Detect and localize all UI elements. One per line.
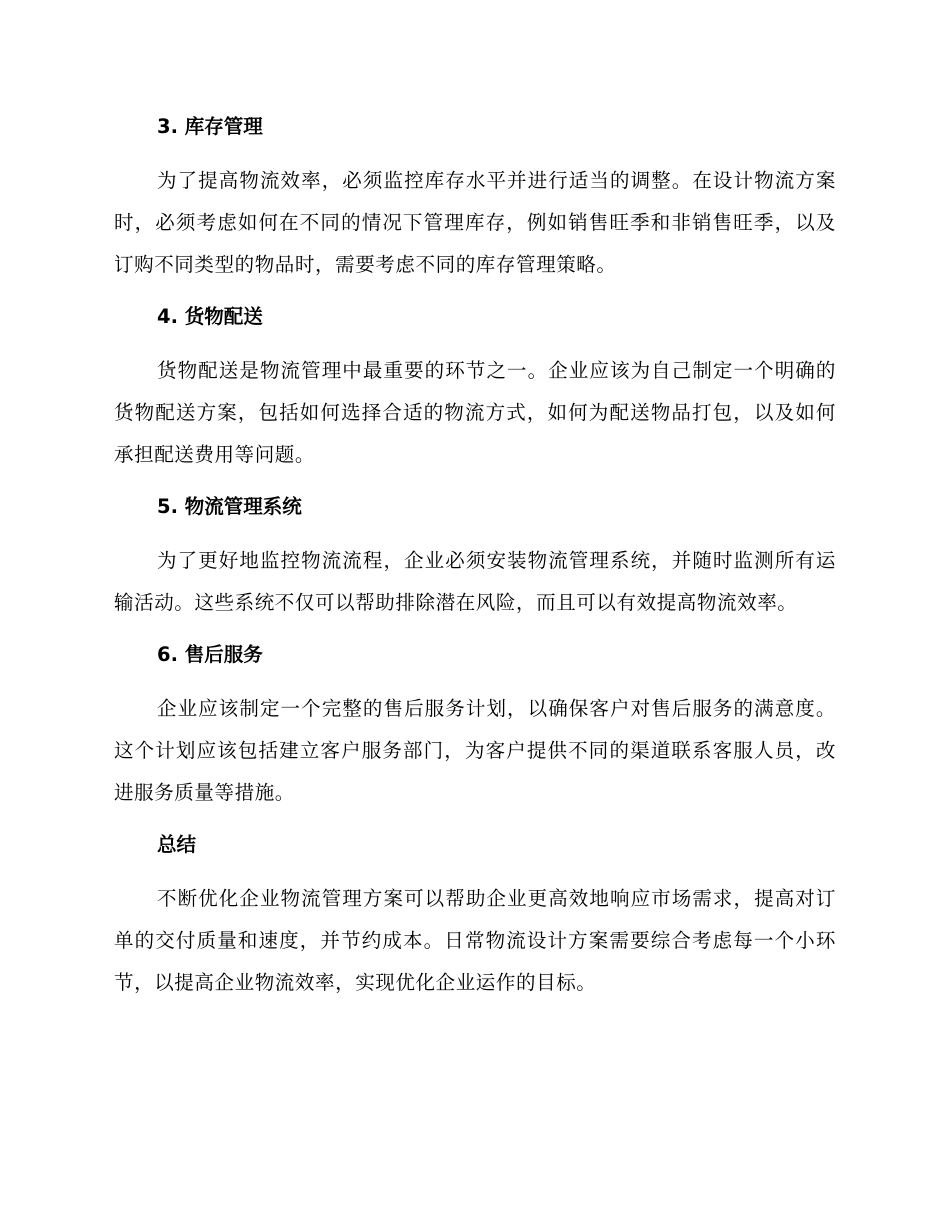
section-logistics-system <box>114 486 836 624</box>
section-paragraph: 为了提高物流效率，必须监控库存水平并进行适当的调整。在设计物流方案时，必须考虑如何在不同的情况下管理库存，例如销售旺季和非销售旺季，以及订购不同类型的物品时，需要考虑不同的库存管理策略。 <box>114 169 836 276</box>
section-heading: 5. 物流管理系统 <box>157 495 302 518</box>
section-cargo-delivery <box>114 296 836 476</box>
section-heading: 6. 售后服务 <box>157 643 263 666</box>
section-heading: 3. 库存管理 <box>157 115 263 138</box>
section-heading: 总结 <box>157 833 197 856</box>
section-paragraph: 企业应该制定一个完整的售后服务计划，以确保客户对售后服务的满意度。这个计划应该包括建立客户服务部门，为客户提供不同的渠道联系客服人员，改进服务质量等措施。 <box>114 697 836 804</box>
section-paragraph: 不断优化企业物流管理方案可以帮助企业更高效地响应市场需求，提高对订单的交付质量和速度，并节约成本。日常物流设计方案需要综合考虑每一个小环节，以提高企业物流效率，实现优化企业运作的目标。 <box>114 887 836 994</box>
section-paragraph: 为了更好地监控物流流程，企业必须安装物流管理系统，并随时监测所有运输活动。这些系统不仅可以帮助排除潜在风险，而且可以有效提高物流效率。 <box>114 549 836 614</box>
section-paragraph: 货物配送是物流管理中最重要的环节之一。企业应该为自己制定一个明确的货物配送方案，包括如何选择合适的物流方式，如何为配送物品打包，以及如何承担配送费用等问题。 <box>114 359 836 466</box>
section-heading: 4. 货物配送 <box>157 305 263 328</box>
section-after-sales <box>114 634 836 814</box>
section-summary <box>114 824 836 1004</box>
document-page <box>114 106 836 1014</box>
section-inventory-management <box>114 106 836 286</box>
